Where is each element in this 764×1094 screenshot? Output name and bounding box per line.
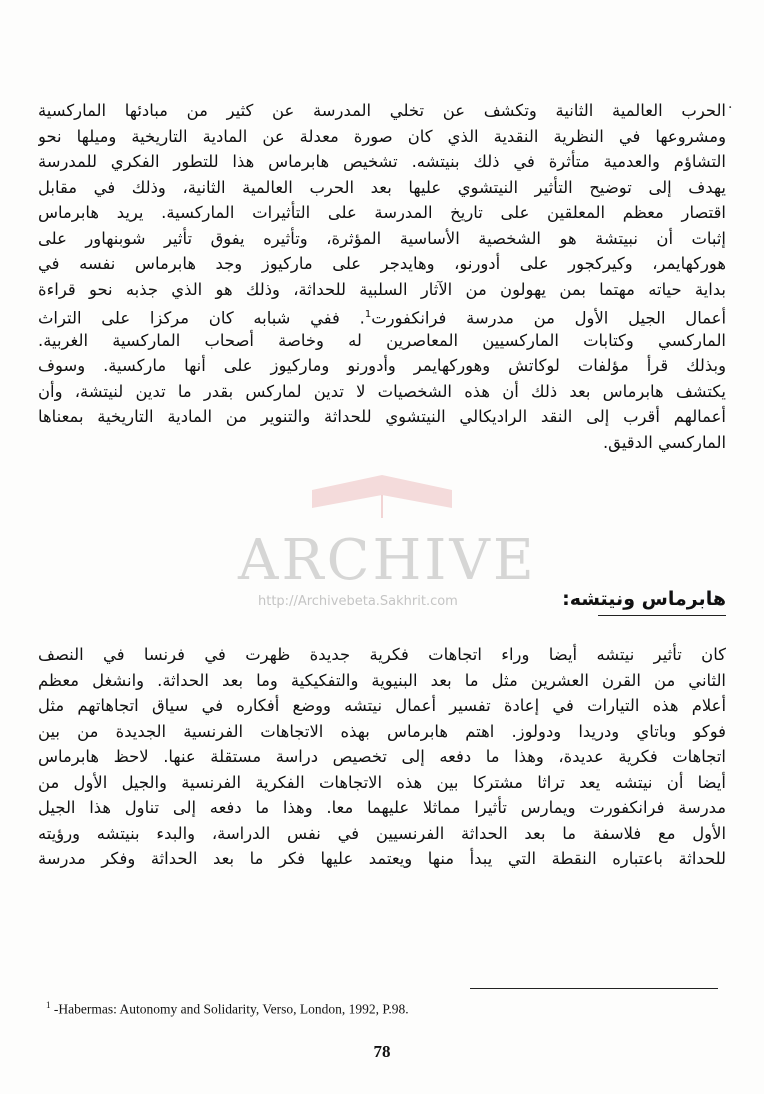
- watermark-url: http://Archivebeta.Sakhrit.com: [258, 594, 458, 609]
- text-line: وبذلك قرأ مؤلفات لوكاتش وهوركهايمر وأدورنو وماركيوز على أنها ماركسية. وسوف: [38, 356, 726, 375]
- text-line-with-footnote: [38, 302, 726, 328]
- text-line: إثبات أن نبيتشة هو الشخصية الأساسية المؤثرة، وتأثيره يفوق تأثير شوبنهاور على: [38, 228, 726, 248]
- footnote-separator: [470, 988, 718, 989]
- book-icon: [312, 475, 452, 518]
- text-line: ومشروعها في النظرية النقدية الذي كان صورة معدلة عن المادية التاريخية وميلها نحو: [38, 126, 726, 146]
- text-line: يهدف إلى توضيح التأثير النيتشوي عليها بعد الحرب العالمية الثانية، وذلك في مقابل: [38, 177, 726, 197]
- paragraph-2: [38, 642, 726, 872]
- text-line: للحداثة باعتباره النقطة التي يبدأ منها ويعتمد عليها فكر ما بعد الحداثة وفكر مدرسة: [38, 849, 726, 868]
- text-line: هوركهايمر، وكيركجور على أدورنو، وهايدجر على ماركيوز وجد هابرماس نفسه في: [38, 254, 726, 273]
- text-line: أعلام هذه التيارات في إعادة تفسير أعمال نيتشه ووضع أفكاره في سياق اتجاهاتهم مثل: [38, 696, 726, 715]
- paragraph-1: [38, 98, 726, 455]
- text-line: أعمالهم أقرب إلى النقد الراديكالي النيتشوي للحداثة والتنوير من المادية التاريخية بمعناها: [38, 407, 726, 426]
- text-line: التشاؤم والعدمية متأثرة في ذلك بنيتشه. تشخيص هابرماس هذا للتطور الفكري للمدرسة: [38, 152, 726, 171]
- text-line: يكتشف هابرماس بعد ذلك أن هذه الشخصيات لا تدين لماركس بقدر ما تدين لنيتشة، وأن: [38, 381, 726, 401]
- text-line: الأول مع فلاسفة ما بعد الحداثة الفرنسيين في نفس الدراسة، والبدء بنيتشه ورؤيته: [38, 823, 726, 843]
- text-line: الحرب العالمية الثانية وتكشف عن تخلي المدرسة عن كثير من مبادئها الماركسية: [38, 101, 726, 120]
- text-line: اقتصار معظم المعلقين على تاريخ المدرسة على التأثيرات الماركسية. يريد هابرماس: [38, 203, 726, 222]
- text-segment: . ففي شبابه كان مركزا على التراث: [38, 308, 365, 328]
- text-line: الماركسي الدقيق.: [602, 432, 726, 452]
- heading-underline: [598, 615, 726, 616]
- footnote-marker: 1: [46, 1000, 51, 1010]
- footnote-text: -Habermas: Autonomy and Solidarity, Verso, London, 1992, P.98.: [53, 1001, 409, 1017]
- margin-dot: ·: [728, 100, 733, 116]
- text-line: اتجاهات فكرية عديدة، وهذا ما دفعه إلى تخصيص دراسة مستقلة عنها. لاحظ هابرماس: [38, 747, 726, 766]
- text-line: الثاني من القرن العشرين مثل ما بعد البنيوية والتفكيكية وما بعد الحداثة. وانشغل معظم: [38, 670, 726, 690]
- page-number: 78: [373, 1042, 391, 1061]
- text-line: بداية حياته مهتما بمن يهولون من الآثار السلبية للحداثة، وذلك هو الذي جذبه نحو قراءة: [38, 279, 726, 299]
- text-line: أيضا أن نيتشه يعد تراثا مشتركا بين هذه الاتجاهات الفكرية الفرنسية والجيل الأول من: [38, 772, 726, 792]
- text-line: مدرسة فرانكفورت ويمارس تأثيرا مماثلا عليهما معا. وهذا ما دفعه إلى تناول هذا الجيل: [38, 798, 726, 817]
- watermark-title: ARCHIVE: [238, 528, 537, 593]
- text-line: كان تأثير نيتشه أيضا وراء اتجاهات فكرية جديدة ظهرت في فرنسا في النصف: [38, 645, 726, 664]
- footnote-reference[interactable]: 1: [364, 309, 372, 320]
- text-line: فوكو وباتاي ودريدا ودولوز. اهتم هابرماس بهذه الاتجاهات الفرنسية الجديدة من بين: [38, 721, 726, 741]
- footnote: [46, 1000, 409, 1018]
- text-segment: أعمال الجيل الأول من مدرسة فرانكفورت: [371, 308, 726, 328]
- section-heading: هابرماس ونيتشه:: [562, 588, 726, 610]
- text-line: الماركسي وكتابات الماركسيين المعاصرين له وخاصة أصحاب الماركسية الغربية.: [38, 330, 726, 350]
